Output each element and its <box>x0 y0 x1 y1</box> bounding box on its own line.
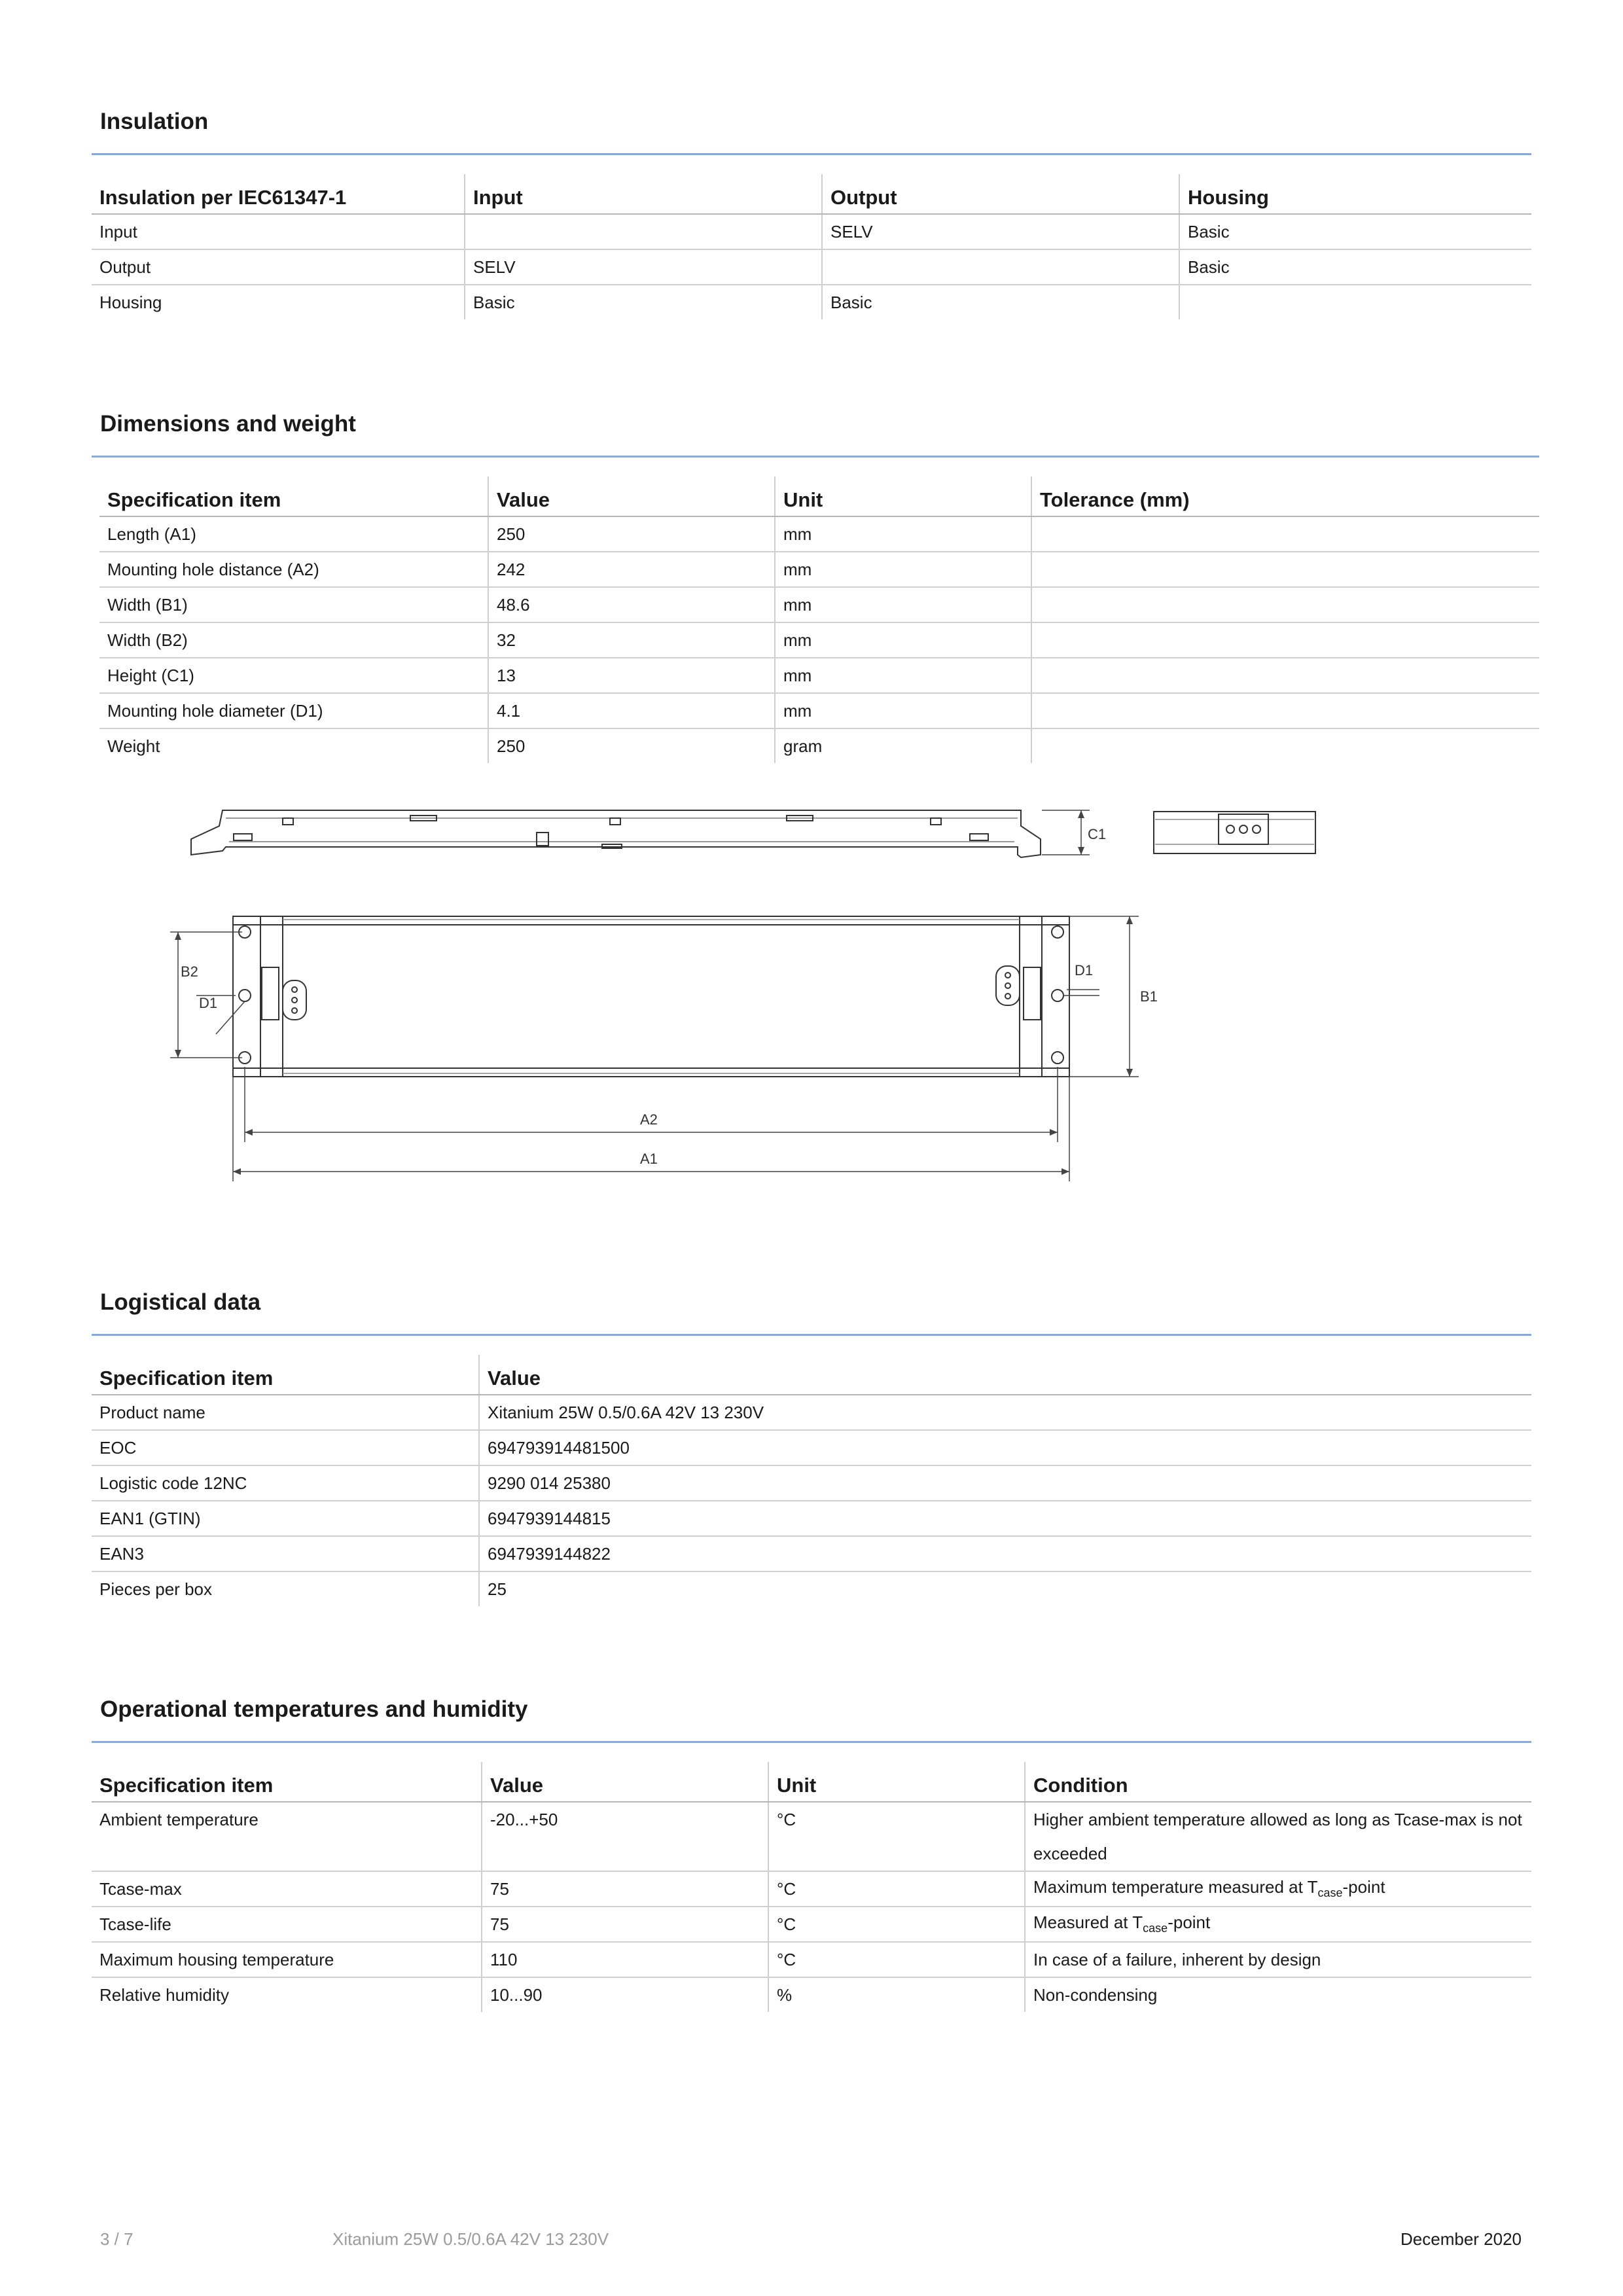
section-title-insulation: Insulation <box>100 109 209 134</box>
table-cell: Housing <box>99 292 162 312</box>
table-cell: Measured at $T_{case}$-point <box>1025 1907 1531 1942</box>
table-row <box>92 1536 1531 1571</box>
table-cell: 32 <box>488 622 775 658</box>
table-cell: Logistic code 12NC <box>92 1465 479 1501</box>
table-cell: SELV <box>465 249 822 285</box>
table-cell: °C <box>768 1942 1025 1977</box>
column-header: Output <box>822 174 1179 214</box>
table-cell: In case of a failure, inherent by design <box>1025 1942 1531 1977</box>
table-cell: 9290 014 25380 <box>479 1465 1531 1501</box>
column-header: Insulation per IEC61347-1 <box>92 174 465 214</box>
column-header: Unit <box>775 476 1031 516</box>
table-cell: Product name <box>92 1395 479 1430</box>
table-row <box>92 1871 1531 1907</box>
table-cell: Tcase-max <box>92 1871 482 1907</box>
label-a2: A2 <box>640 1111 658 1128</box>
column-header: Condition <box>1025 1762 1531 1802</box>
table-cell: mm <box>775 622 1031 658</box>
table-row <box>92 1907 1531 1942</box>
column-header: Value <box>479 1355 1531 1395</box>
table-cell: 6947939144822 <box>479 1536 1531 1571</box>
table-row <box>92 1465 1531 1501</box>
section-divider <box>92 1741 1531 1743</box>
table-cell: 694793914481500 <box>479 1430 1531 1465</box>
operational-table <box>92 1762 1531 2012</box>
end-view <box>1154 812 1315 853</box>
table-cell: Basic <box>1179 249 1531 285</box>
table-row <box>92 1501 1531 1536</box>
table-cell: mm <box>775 587 1031 622</box>
table-cell: EAN1 (GTIN) <box>92 1501 479 1536</box>
table-cell: 242 <box>488 552 775 587</box>
table-cell: Basic <box>822 285 1179 319</box>
table-cell: mm <box>775 552 1031 587</box>
table-cell: Tcase-life <box>92 1907 482 1942</box>
table-cell: 75 <box>482 1871 768 1907</box>
column-header: Input <box>465 174 822 214</box>
table-cell: 13 <box>488 658 775 693</box>
table-cell: mm <box>775 693 1031 728</box>
table-cell: 250 <box>488 516 775 552</box>
footer-product-name: Xitanium 25W 0.5/0.6A 42V 13 230V <box>332 2229 609 2249</box>
table-cell: 4.1 <box>488 693 775 728</box>
table-cell: Basic <box>1179 214 1531 249</box>
column-header: Value <box>482 1762 768 1802</box>
label-d1-left: D1 <box>199 995 218 1011</box>
table-cell: 25 <box>479 1571 1531 1606</box>
table-cell: Xitanium 25W 0.5/0.6A 42V 13 230V <box>479 1395 1531 1430</box>
table-cell: Weight <box>107 736 160 756</box>
section-divider <box>92 1334 1531 1336</box>
table-cell: 6947939144815 <box>479 1501 1531 1536</box>
footer-page-number: 3 / 7 <box>100 2229 134 2249</box>
section-title-dimensions: Dimensions and weight <box>100 411 356 437</box>
table-row <box>92 1395 1531 1430</box>
table-cell: -20...+50 <box>482 1802 768 1871</box>
table-cell: % <box>768 1977 1025 2012</box>
table-cell: EOC <box>92 1430 479 1465</box>
logistical-table <box>92 1355 1531 1606</box>
column-header: Value <box>488 476 775 516</box>
table-cell: Relative humidity <box>99 1984 229 2005</box>
table-cell: Width (B1) <box>99 587 488 622</box>
table-cell: mm <box>775 658 1031 693</box>
table-cell: Ambient temperature <box>92 1802 482 1871</box>
table-cell: 110 <box>482 1942 768 1977</box>
table-cell: °C <box>768 1871 1025 1907</box>
section-title-operational: Operational temperatures and humidity <box>100 1696 528 1722</box>
footer-date: December 2020 <box>1400 2229 1522 2249</box>
table-cell: °C <box>768 1907 1025 1942</box>
label-b1: B1 <box>1140 988 1158 1005</box>
table-cell: Height (C1) <box>99 658 488 693</box>
table-cell: EAN3 <box>92 1536 479 1571</box>
table-cell: Width (B2) <box>99 622 488 658</box>
table-cell: Length (A1) <box>99 516 488 552</box>
column-header: Tolerance (mm) <box>1031 476 1539 516</box>
table-row <box>92 1802 1531 1871</box>
label-a1: A1 <box>640 1151 658 1167</box>
table-row <box>92 1571 1531 1606</box>
label-d1-right: D1 <box>1075 962 1094 978</box>
top-view <box>233 916 1069 1077</box>
table-cell: 75 <box>482 1907 768 1942</box>
column-header: Housing <box>1179 174 1531 214</box>
table-cell: Mounting hole distance (A2) <box>99 552 488 587</box>
label-c1: C1 <box>1088 826 1107 842</box>
table-cell: Non-condensing <box>1025 1977 1531 2012</box>
table-cell: Input <box>92 214 465 249</box>
table-cell: mm <box>775 516 1031 552</box>
table-row <box>92 1942 1531 1977</box>
column-header: Specification item <box>92 1355 479 1395</box>
column-header: Specification item <box>99 476 488 516</box>
table-header-row <box>92 1762 1531 1802</box>
label-b2: B2 <box>181 963 198 980</box>
column-header: Unit <box>768 1762 1025 1802</box>
table-cell: Pieces per box <box>99 1579 212 1599</box>
table-row <box>92 1977 1531 2012</box>
column-header: Specification item <box>92 1762 482 1802</box>
table-cell: 250 <box>488 728 775 763</box>
table-cell: 48.6 <box>488 587 775 622</box>
table-row <box>92 1430 1531 1465</box>
table-cell: Higher ambient temperature allowed as long as Tcase-max is not exceeded <box>1025 1802 1531 1871</box>
table-cell: gram <box>775 728 1031 763</box>
table-cell: SELV <box>822 214 1179 249</box>
table-cell: Maximum temperature measured at $T_{case}$-point <box>1025 1871 1531 1907</box>
table-header-row <box>92 1355 1531 1395</box>
table-cell: Output <box>92 249 465 285</box>
table-cell: Maximum housing temperature <box>92 1942 482 1977</box>
side-view <box>191 810 1041 857</box>
table-cell: Basic <box>465 285 822 319</box>
table-cell: 10...90 <box>482 1977 768 2012</box>
section-title-logistical: Logistical data <box>100 1289 261 1315</box>
table-cell: °C <box>768 1802 1025 1871</box>
table-cell: Mounting hole diameter (D1) <box>99 693 488 728</box>
